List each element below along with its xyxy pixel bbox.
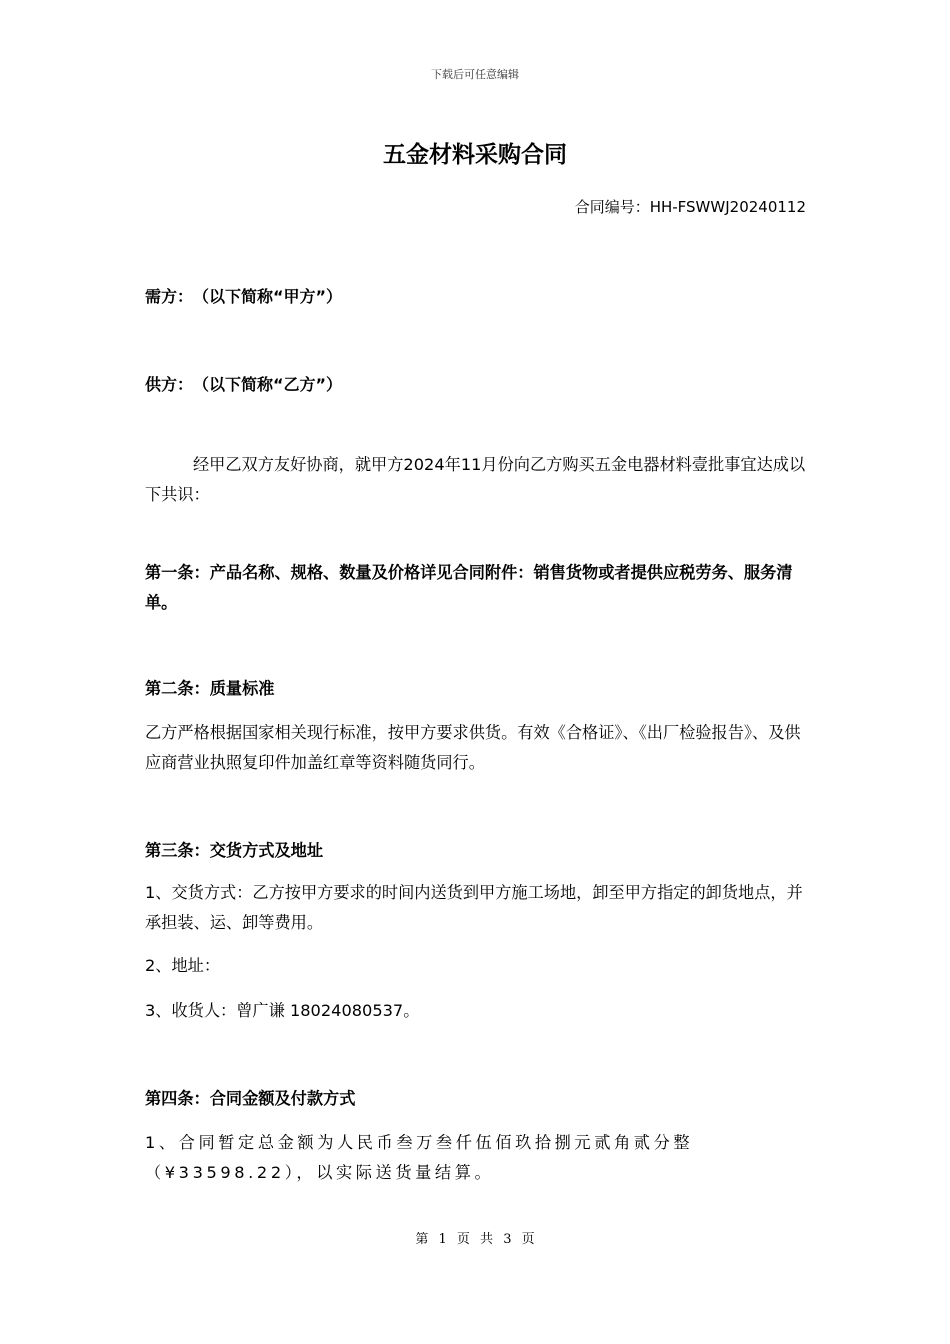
seller-party: 供方： （以下简称“乙方”） [145, 375, 343, 394]
article-1: 第一条：产品名称、规格、数量及价格详见合同附件：销售货物或者提供应税劳务、服务清单。 [145, 563, 793, 612]
article-4-item-1: 1、合同暂定总金额为人民币叁万叁仟伍佰玖拾捌元贰角贰分整（¥33598.22），以实际送货量结算。 [145, 1133, 694, 1182]
contract-number: 合同编号：HH-FSWWJ20240112 [574, 198, 806, 216]
intro-paragraph: 经甲乙双方友好协商，就甲方2024年11月份向乙方购买五金电器材料壹批事宜达成以下共识： [145, 455, 806, 504]
page-footer: 第 1 页 共 3 页 [415, 1232, 535, 1247]
buyer-party: 需方： （以下简称“甲方”） [145, 287, 343, 306]
header-note: 下载后可任意编辑 [431, 68, 519, 81]
article-4-heading: 第四条：合同金额及付款方式 [145, 1089, 356, 1108]
article-3-item-3: 3、收货人：曾广谦 18024080537。 [145, 1001, 420, 1020]
article-3-item-2: 2、地址： [145, 956, 221, 975]
article-3-heading: 第三条：交货方式及地址 [145, 841, 324, 860]
article-2-body: 乙方严格根据国家相关现行标准，按甲方要求供货。有效《合格证》、《出厂检验报告》、及供应商营业执照复印件加盖红章等资料随货同行。 [145, 723, 801, 772]
article-3-item-1: 1、交货方式：乙方按甲方要求的时间内送货到甲方施工场地，卸至甲方指定的卸货地点，并承担装、运、卸等费用。 [145, 883, 803, 932]
article-2-heading: 第二条：质量标准 [145, 679, 275, 698]
document-title: 五金材料采购合同 [383, 142, 567, 168]
